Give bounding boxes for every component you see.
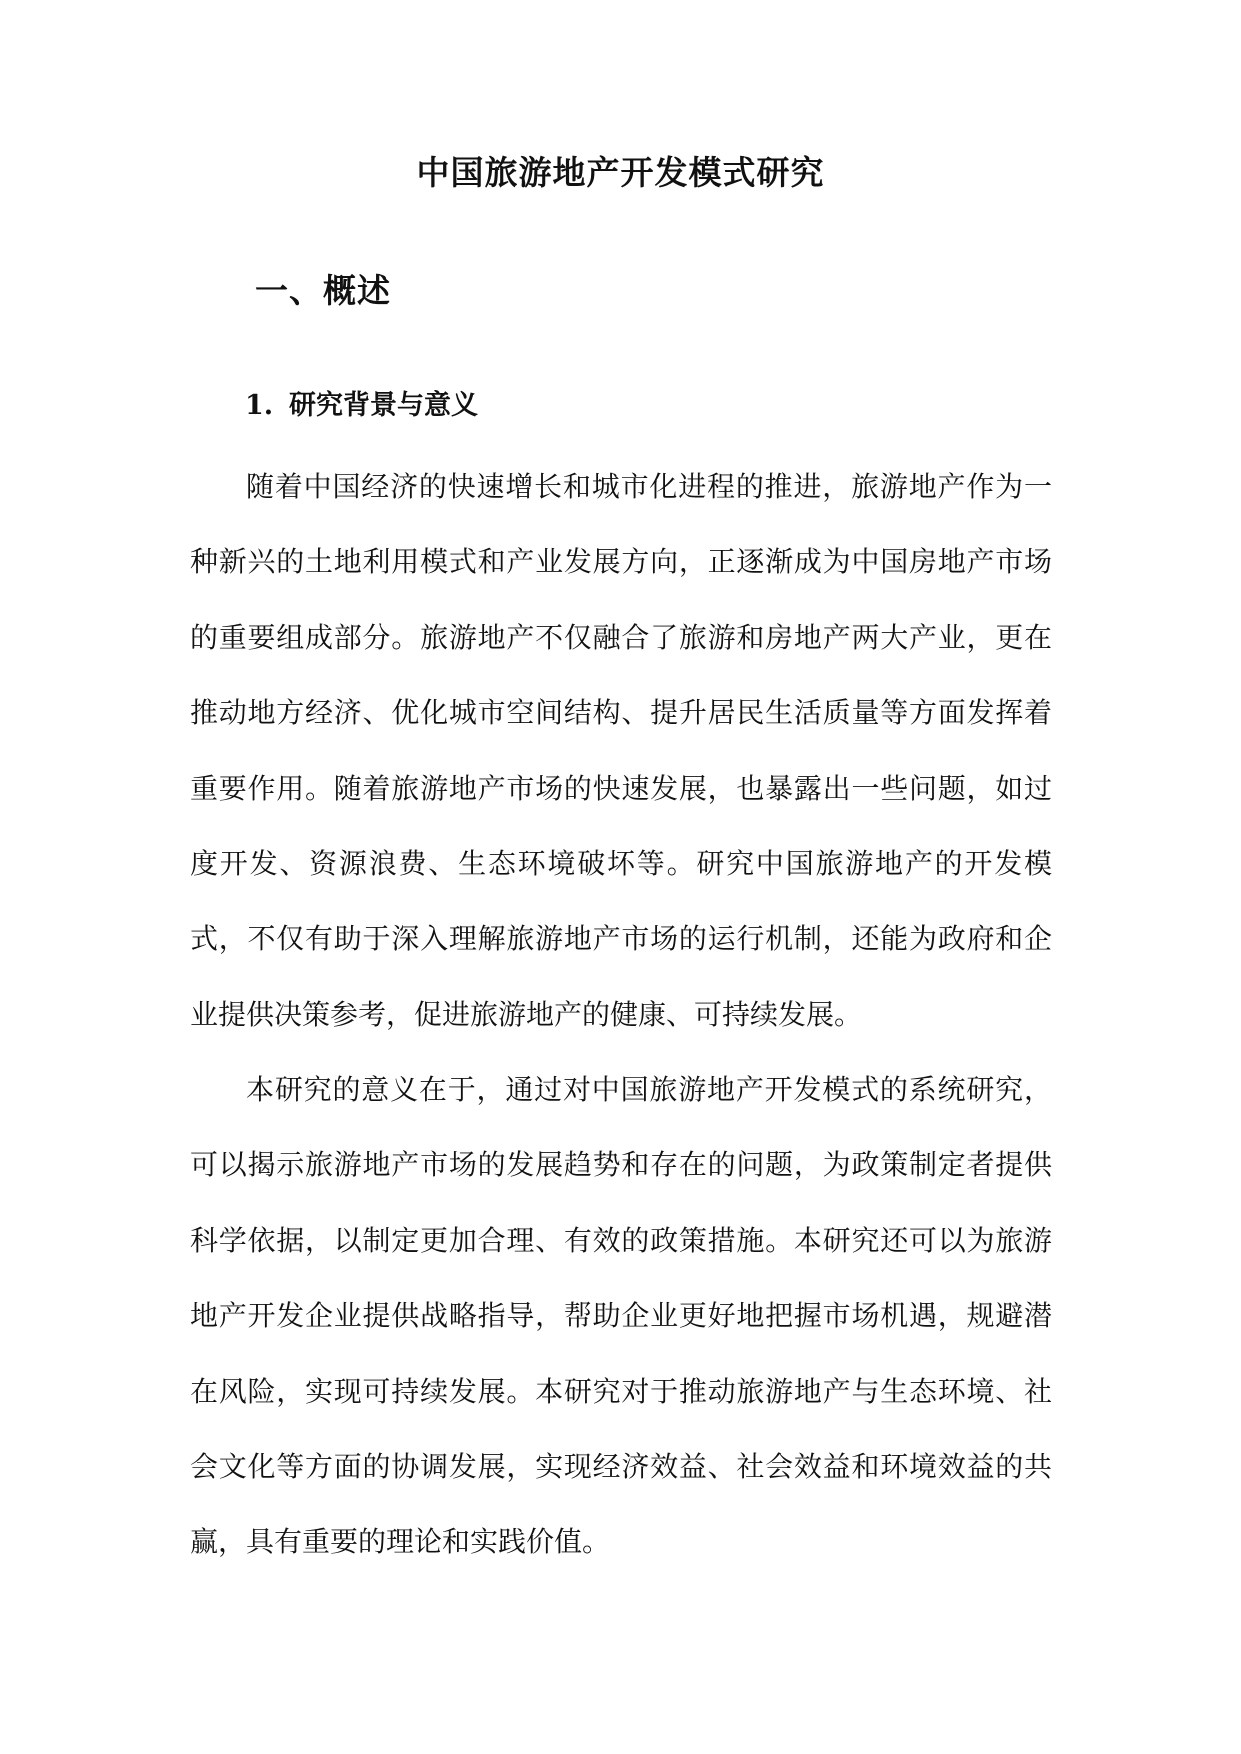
section-heading: 一、概述 — [255, 271, 391, 310]
body-paragraph-1: 随着中国经济的快速增长和城市化进程的推进，旅游地产作为一种新兴的土地利用模式和产业发展方向，正逐渐成为中国房地产市场的重要组成部分。旅游地产不仅融合了旅游和房地产两大产业，更在推动地方经济、优化城市空间结构、提升居民生活质量等方面发挥着重要作用。随着旅游地产市场的快速发展，也暴露出一些问题，如过度开发、资源浪费、生态环境破坏等。研究中国旅游地产的开发模式，不仅有助于深入理解旅游地产市场的运行机制，还能为政府和企业提供决策参考，促进旅游地产的健康、可持续发展。 — [190, 470, 1052, 1031]
subsection-number: 1. — [245, 390, 274, 421]
document-title: 中国旅游地产开发模式研究 — [416, 153, 825, 192]
body-paragraph-2: 本研究的意义在于，通过对中国旅游地产开发模式的系统研究，可以揭示旅游地产市场的发展趋势和存在的问题，为政策制定者提供科学依据，以制定更加合理、有效的政策措施。本研究还可以为旅游地产开发企业提供战略指导，帮助企业更好地把握市场机遇，规避潜在风险，实现可持续发展。本研究对于推动旅游地产与生态环境、社会文化等方面的协调发展，实现经济效益、社会效益和环境效益的共赢，具有重要的理论和实践价值。 — [190, 1073, 1052, 1559]
subsection-title: 研究背景与意义 — [289, 390, 478, 421]
subsection-heading — [245, 384, 478, 428]
